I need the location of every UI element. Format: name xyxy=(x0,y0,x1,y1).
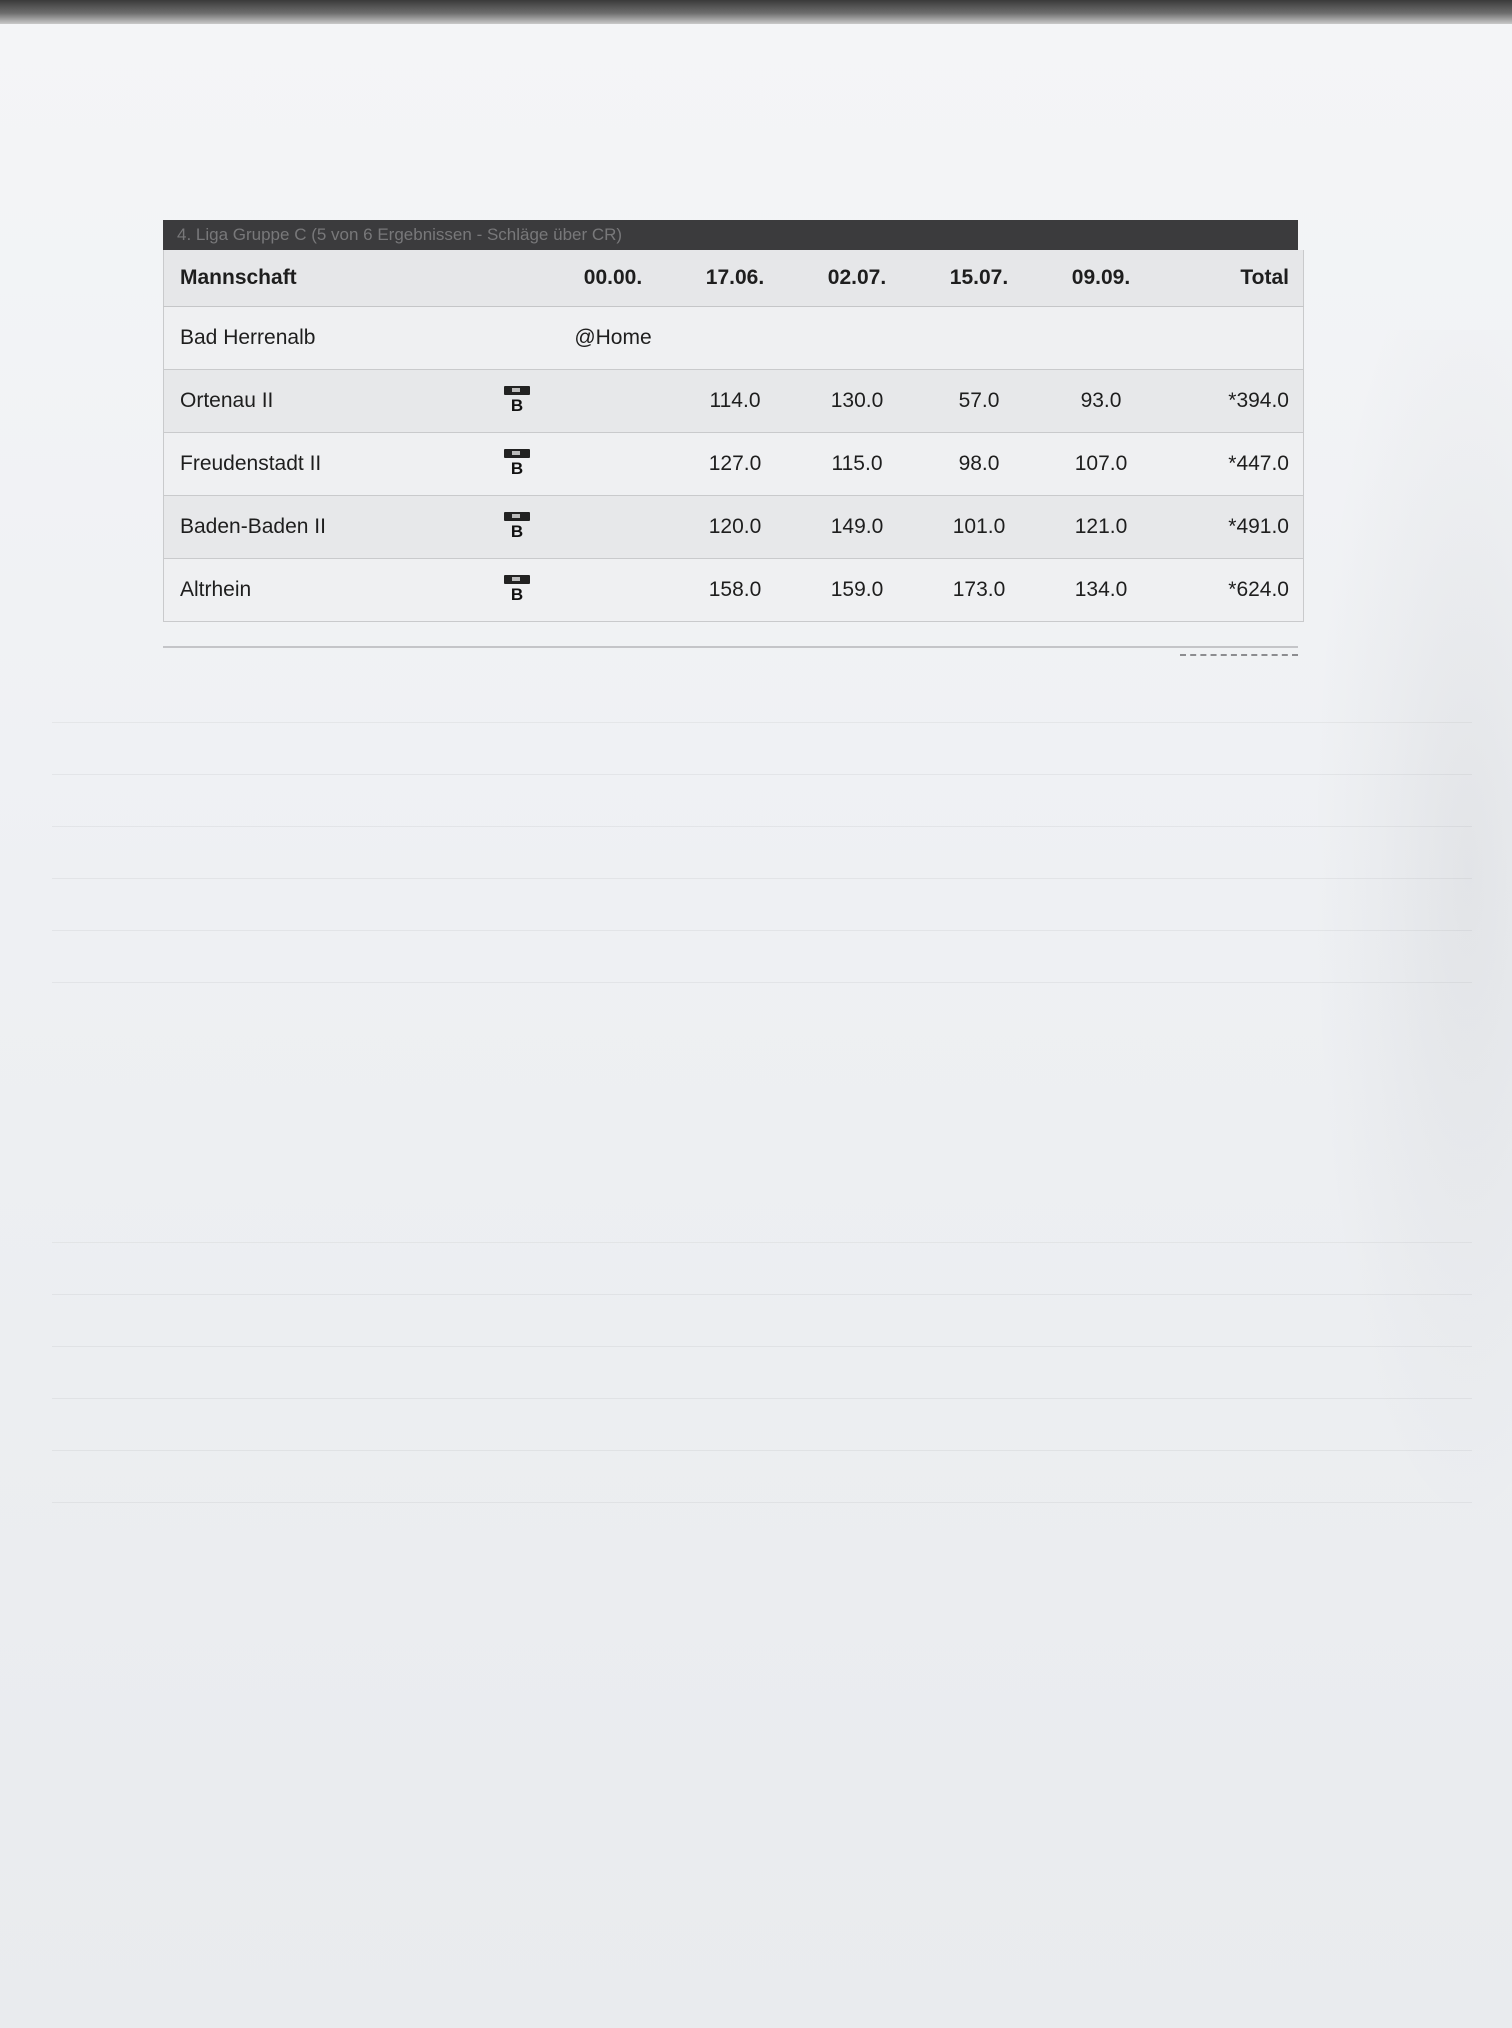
score-cell: 107.0 xyxy=(1040,433,1162,496)
team-logo-cell xyxy=(482,370,552,433)
header-date: 09.09. xyxy=(1040,250,1162,307)
header-logo xyxy=(482,250,552,307)
score-cell xyxy=(552,496,674,559)
score-cell: 173.0 xyxy=(918,559,1040,622)
golf-cart-badge-icon: B xyxy=(502,384,532,418)
score-cell: 134.0 xyxy=(1040,559,1162,622)
team-name: Bad Herrenalb xyxy=(164,307,483,370)
total-cell: *447.0 xyxy=(1162,433,1304,496)
table-row xyxy=(164,496,1304,559)
score-cell xyxy=(552,559,674,622)
league-table-section xyxy=(163,220,1298,622)
dashed-divider xyxy=(1180,654,1298,656)
divider-line xyxy=(163,646,1298,648)
header-date: 00.00. xyxy=(552,250,674,307)
team-name: Baden-Baden II xyxy=(164,496,483,559)
league-table xyxy=(163,250,1304,622)
golf-cart-badge-icon: B xyxy=(502,573,532,607)
score-cell xyxy=(1040,307,1162,370)
team-name: Altrhein xyxy=(164,559,483,622)
table-row xyxy=(164,559,1304,622)
team-logo-cell xyxy=(482,559,552,622)
table-row xyxy=(164,370,1304,433)
score-cell: 115.0 xyxy=(796,433,918,496)
score-cell xyxy=(918,307,1040,370)
score-cell: 93.0 xyxy=(1040,370,1162,433)
score-cell: 149.0 xyxy=(796,496,918,559)
team-name: Freudenstadt II xyxy=(164,433,483,496)
score-cell: 114.0 xyxy=(674,370,796,433)
background-edge xyxy=(0,0,1512,24)
score-cell: 158.0 xyxy=(674,559,796,622)
header-total: Total xyxy=(1162,250,1304,307)
header-date: 15.07. xyxy=(918,250,1040,307)
total-cell: *624.0 xyxy=(1162,559,1304,622)
golf-cart-badge-icon: B xyxy=(502,447,532,481)
table-header-row xyxy=(164,250,1304,307)
score-cell xyxy=(552,433,674,496)
team-logo-cell xyxy=(482,433,552,496)
total-cell: *491.0 xyxy=(1162,496,1304,559)
score-cell xyxy=(674,307,796,370)
total-cell xyxy=(1162,307,1304,370)
team-logo-cell xyxy=(482,496,552,559)
table-caption: 4. Liga Gruppe C (5 von 6 Ergebnissen - Schläge über CR) xyxy=(163,220,1298,250)
table-row xyxy=(164,433,1304,496)
score-cell: 101.0 xyxy=(918,496,1040,559)
score-cell: 98.0 xyxy=(918,433,1040,496)
score-cell: 127.0 xyxy=(674,433,796,496)
score-cell: 121.0 xyxy=(1040,496,1162,559)
table-row xyxy=(164,307,1304,370)
header-team: Mannschaft xyxy=(164,250,483,307)
golf-cart-badge-icon: B xyxy=(502,510,532,544)
header-date: 02.07. xyxy=(796,250,918,307)
score-cell: @Home xyxy=(552,307,674,370)
score-cell xyxy=(796,307,918,370)
team-name: Ortenau II xyxy=(164,370,483,433)
score-cell: 159.0 xyxy=(796,559,918,622)
score-cell xyxy=(552,370,674,433)
team-logo-cell xyxy=(482,307,552,370)
score-cell: 130.0 xyxy=(796,370,918,433)
header-date: 17.06. xyxy=(674,250,796,307)
score-cell: 57.0 xyxy=(918,370,1040,433)
score-cell: 120.0 xyxy=(674,496,796,559)
total-cell: *394.0 xyxy=(1162,370,1304,433)
page-shadow xyxy=(1312,330,1512,1530)
